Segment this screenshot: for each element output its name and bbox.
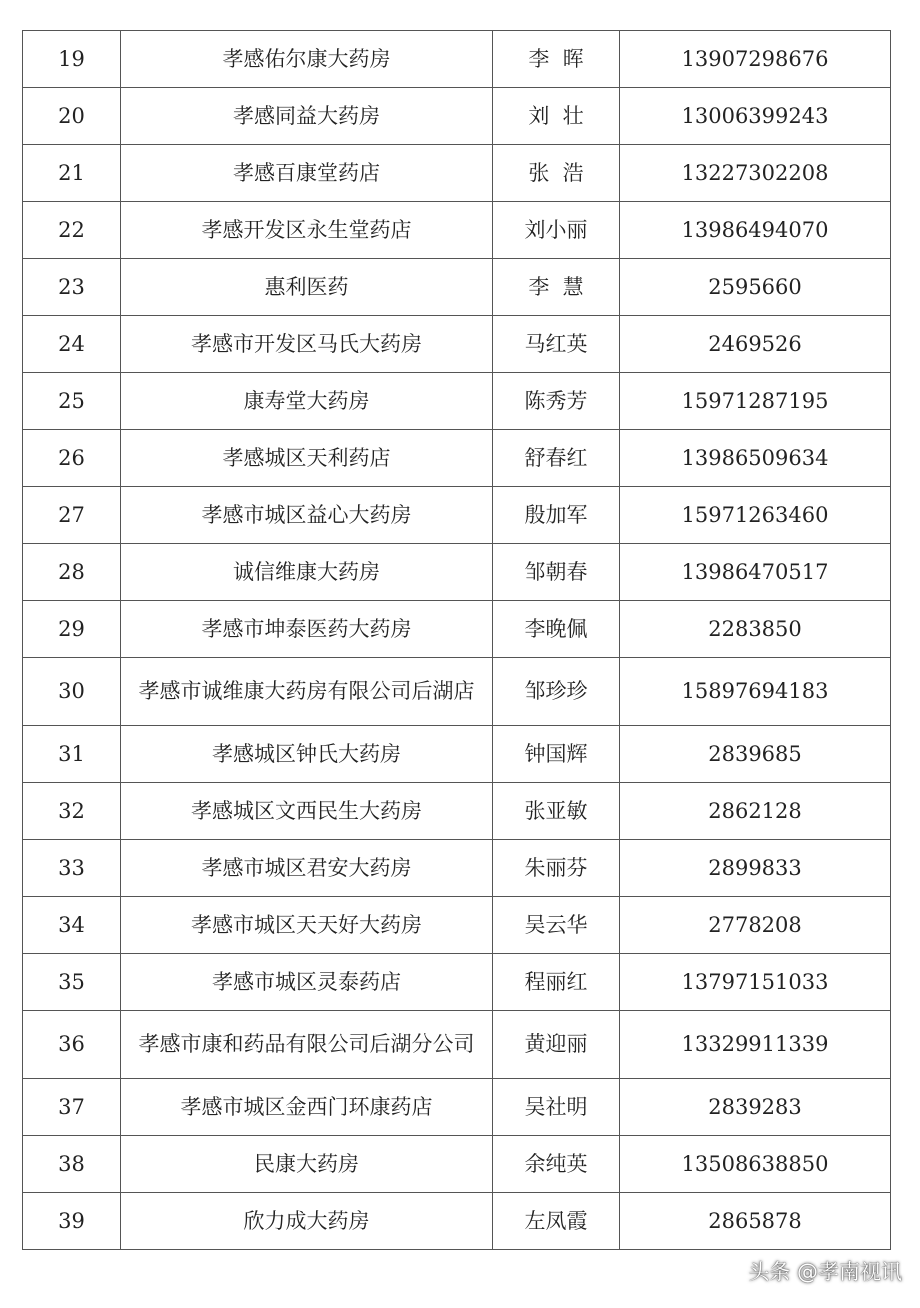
table-row xyxy=(23,31,891,88)
contact-person-cell: 吴社明 xyxy=(493,1079,620,1136)
phone-number-cell: 2469526 xyxy=(620,316,891,373)
row-number-cell: 38 xyxy=(23,1136,121,1193)
row-number-cell: 19 xyxy=(23,31,121,88)
contact-person-cell: 李 慧 xyxy=(493,259,620,316)
row-number-cell: 24 xyxy=(23,316,121,373)
phone-number-cell: 2595660 xyxy=(620,259,891,316)
pharmacy-name-cell: 孝感城区钟氏大药房 xyxy=(121,726,493,783)
watermark: 头条 @孝南视讯 xyxy=(748,1260,902,1284)
phone-number-cell: 13508638850 xyxy=(620,1136,891,1193)
phone-number-cell: 2839283 xyxy=(620,1079,891,1136)
contact-person-cell: 钟国辉 xyxy=(493,726,620,783)
phone-number-cell: 13797151033 xyxy=(620,954,891,1011)
row-number-cell: 34 xyxy=(23,897,121,954)
row-number-cell: 39 xyxy=(23,1193,121,1250)
pharmacy-name-cell: 孝感市城区金西门环康药店 xyxy=(121,1079,493,1136)
table-row xyxy=(23,88,891,145)
row-number-cell: 20 xyxy=(23,88,121,145)
phone-number-cell: 15971287195 xyxy=(620,373,891,430)
pharmacy-name-cell: 孝感市城区益心大药房 xyxy=(121,487,493,544)
contact-person-cell: 李晚佩 xyxy=(493,601,620,658)
phone-number-cell: 2899833 xyxy=(620,840,891,897)
pharmacy-name-cell: 康寿堂大药房 xyxy=(121,373,493,430)
pharmacy-name-cell: 孝感市城区君安大药房 xyxy=(121,840,493,897)
row-number-cell: 23 xyxy=(23,259,121,316)
table-row xyxy=(23,726,891,783)
contact-person-cell: 刘小丽 xyxy=(493,202,620,259)
contact-person-cell: 邹朝春 xyxy=(493,544,620,601)
row-number-cell: 25 xyxy=(23,373,121,430)
contact-person-cell: 吴云华 xyxy=(493,897,620,954)
pharmacy-name-cell: 诚信维康大药房 xyxy=(121,544,493,601)
row-number-cell: 21 xyxy=(23,145,121,202)
pharmacy-name-cell: 孝感城区天利药店 xyxy=(121,430,493,487)
pharmacy-list-sheet xyxy=(22,30,890,1250)
pharmacy-name-cell: 惠利医药 xyxy=(121,259,493,316)
phone-number-cell: 2862128 xyxy=(620,783,891,840)
row-number-cell: 31 xyxy=(23,726,121,783)
contact-person-cell: 马红英 xyxy=(493,316,620,373)
row-number-cell: 29 xyxy=(23,601,121,658)
table-row xyxy=(23,783,891,840)
table-row xyxy=(23,316,891,373)
pharmacy-name-cell: 孝感市诚维康大药房有限公司后湖店 xyxy=(121,658,493,726)
pharmacy-name-cell: 孝感市开发区马氏大药房 xyxy=(121,316,493,373)
table-row xyxy=(23,373,891,430)
table-row xyxy=(23,1193,891,1250)
table-row xyxy=(23,544,891,601)
table-body xyxy=(23,31,891,1250)
contact-person-cell: 张 浩 xyxy=(493,145,620,202)
contact-person-cell: 余纯英 xyxy=(493,1136,620,1193)
pharmacy-name-cell: 孝感佑尔康大药房 xyxy=(121,31,493,88)
table-row xyxy=(23,202,891,259)
table-row xyxy=(23,601,891,658)
pharmacy-name-cell: 孝感开发区永生堂药店 xyxy=(121,202,493,259)
row-number-cell: 22 xyxy=(23,202,121,259)
table-row xyxy=(23,1011,891,1079)
contact-person-cell: 邹珍珍 xyxy=(493,658,620,726)
phone-number-cell: 2865878 xyxy=(620,1193,891,1250)
table-row xyxy=(23,145,891,202)
pharmacy-name-cell: 孝感百康堂药店 xyxy=(121,145,493,202)
phone-number-cell: 2778208 xyxy=(620,897,891,954)
contact-person-cell: 程丽红 xyxy=(493,954,620,1011)
phone-number-cell: 15971263460 xyxy=(620,487,891,544)
row-number-cell: 33 xyxy=(23,840,121,897)
contact-person-cell: 左凤霞 xyxy=(493,1193,620,1250)
row-number-cell: 35 xyxy=(23,954,121,1011)
phone-number-cell: 2839685 xyxy=(620,726,891,783)
row-number-cell: 37 xyxy=(23,1079,121,1136)
phone-number-cell: 13907298676 xyxy=(620,31,891,88)
row-number-cell: 27 xyxy=(23,487,121,544)
row-number-cell: 30 xyxy=(23,658,121,726)
contact-person-cell: 黄迎丽 xyxy=(493,1011,620,1079)
phone-number-cell: 15897694183 xyxy=(620,658,891,726)
contact-person-cell: 李 晖 xyxy=(493,31,620,88)
pharmacy-name-cell: 孝感市城区灵泰药店 xyxy=(121,954,493,1011)
phone-number-cell: 2283850 xyxy=(620,601,891,658)
pharmacy-name-cell: 孝感市康和药品有限公司后湖分公司 xyxy=(121,1011,493,1079)
row-number-cell: 36 xyxy=(23,1011,121,1079)
contact-person-cell: 陈秀芳 xyxy=(493,373,620,430)
phone-number-cell: 13986494070 xyxy=(620,202,891,259)
contact-person-cell: 舒春红 xyxy=(493,430,620,487)
table-row xyxy=(23,897,891,954)
pharmacy-name-cell: 民康大药房 xyxy=(121,1136,493,1193)
table-row xyxy=(23,658,891,726)
pharmacy-name-cell: 孝感同益大药房 xyxy=(121,88,493,145)
contact-person-cell: 朱丽芬 xyxy=(493,840,620,897)
phone-number-cell: 13986509634 xyxy=(620,430,891,487)
table-row xyxy=(23,1136,891,1193)
table-row xyxy=(23,954,891,1011)
phone-number-cell: 13227302208 xyxy=(620,145,891,202)
table-row xyxy=(23,840,891,897)
pharmacy-table xyxy=(22,30,891,1250)
pharmacy-name-cell: 孝感市坤泰医药大药房 xyxy=(121,601,493,658)
pharmacy-name-cell: 孝感市城区天天好大药房 xyxy=(121,897,493,954)
phone-number-cell: 13986470517 xyxy=(620,544,891,601)
contact-person-cell: 张亚敏 xyxy=(493,783,620,840)
contact-person-cell: 殷加军 xyxy=(493,487,620,544)
pharmacy-name-cell: 欣力成大药房 xyxy=(121,1193,493,1250)
phone-number-cell: 13006399243 xyxy=(620,88,891,145)
table-row xyxy=(23,430,891,487)
phone-number-cell: 13329911339 xyxy=(620,1011,891,1079)
row-number-cell: 32 xyxy=(23,783,121,840)
contact-person-cell: 刘 壮 xyxy=(493,88,620,145)
row-number-cell: 26 xyxy=(23,430,121,487)
table-row xyxy=(23,1079,891,1136)
row-number-cell: 28 xyxy=(23,544,121,601)
table-row xyxy=(23,487,891,544)
table-row xyxy=(23,259,891,316)
pharmacy-name-cell: 孝感城区文西民生大药房 xyxy=(121,783,493,840)
